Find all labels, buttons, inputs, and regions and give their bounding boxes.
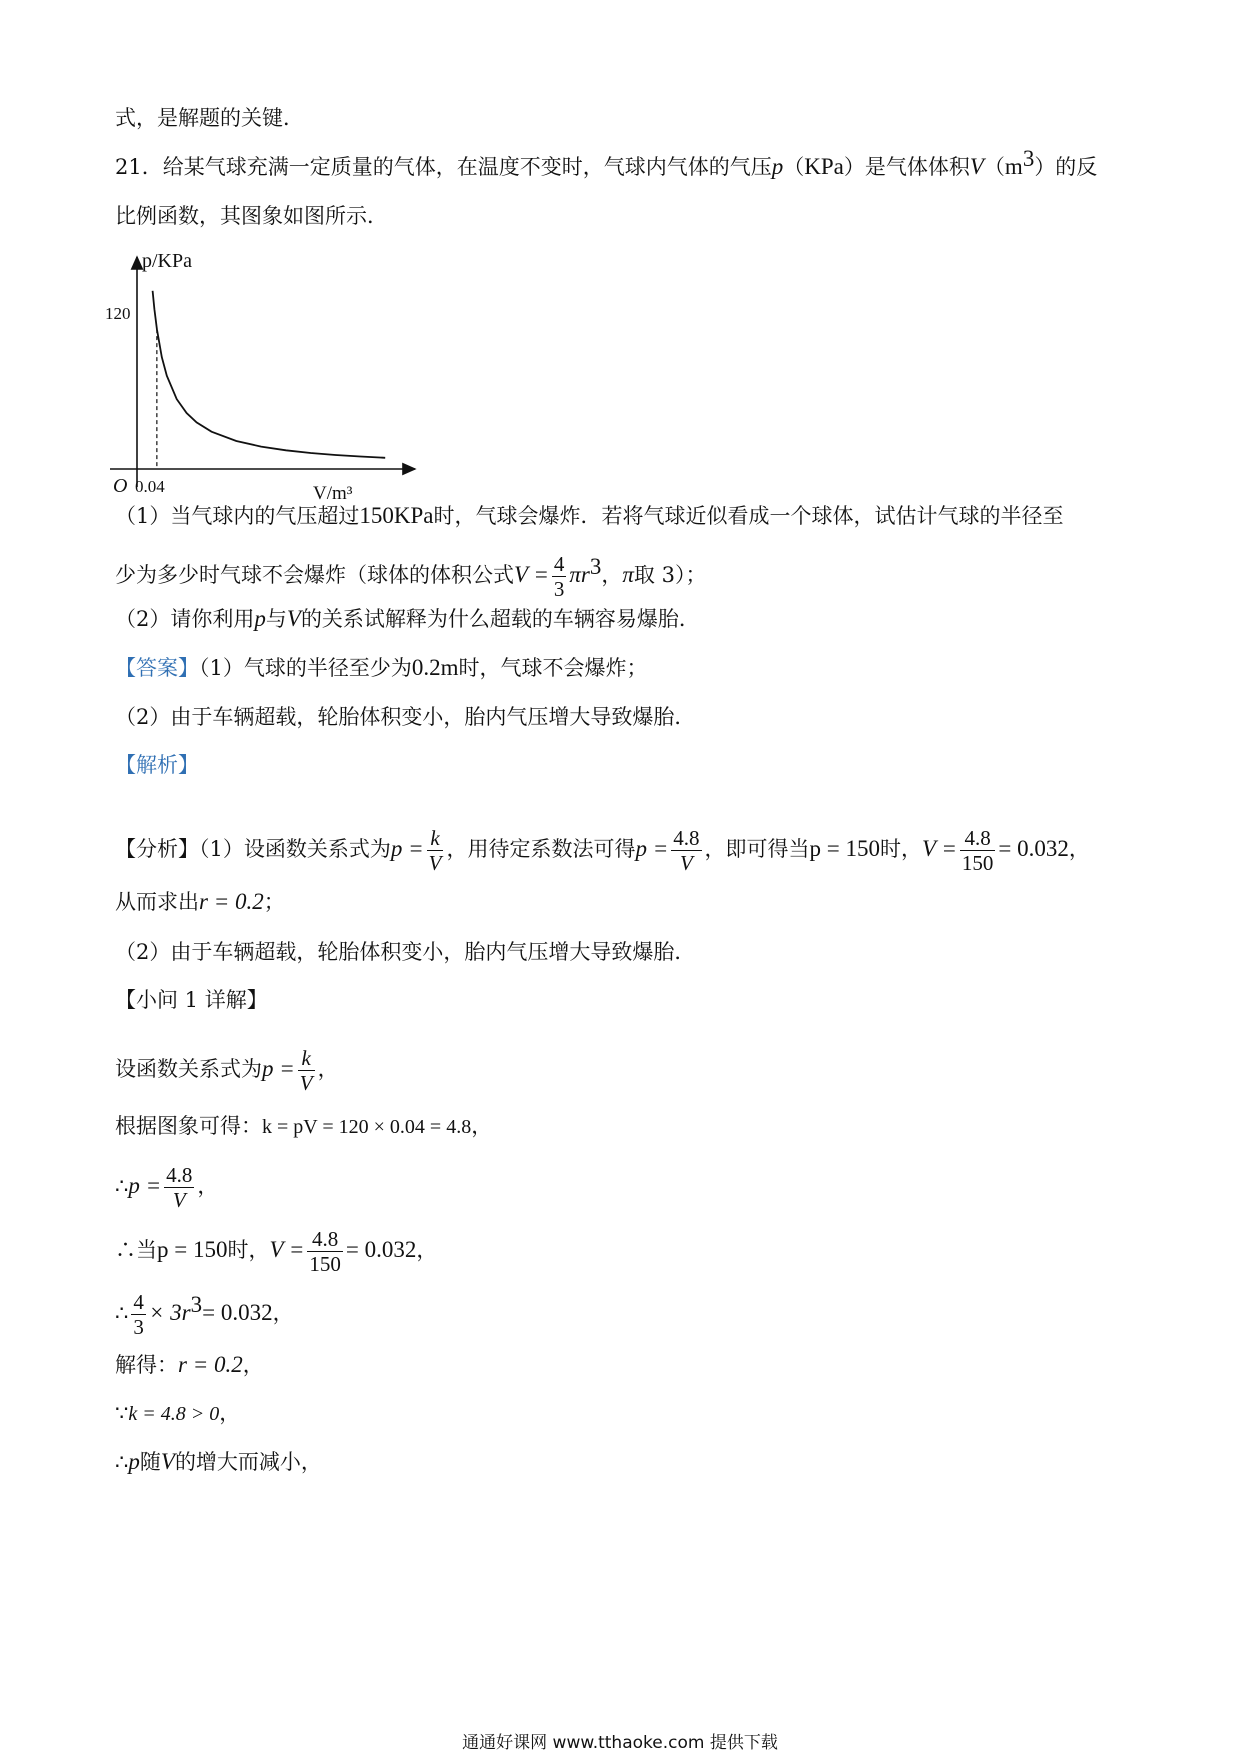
formula-k-positive: k = 4.8 > 0 <box>128 1403 220 1425</box>
analysis-tag-line <box>115 750 199 780</box>
volume-symbol: V <box>160 1449 175 1474</box>
semicolon: ； <box>263 890 285 914</box>
pressure-symbol: p <box>771 154 784 179</box>
formula-exponent: 3 <box>190 1292 203 1317</box>
step-text-2: 的增大而减小， <box>174 1450 322 1474</box>
fraction-4.8-over-v <box>671 826 701 875</box>
formula-result: = 0.032 <box>345 1237 417 1262</box>
comma: ， <box>1068 837 1090 861</box>
formula-k: k = pV = 120 × 0.04 = 4.8 <box>262 1116 472 1138</box>
formula-result: = 0.032 <box>998 836 1069 861</box>
fraction-4.8-over-v <box>164 1163 194 1212</box>
formula-rest: πr <box>569 562 590 587</box>
formula-p-150: p = 150 <box>809 836 880 861</box>
formula-exponent: 3 <box>589 554 602 579</box>
comma: ， <box>272 1301 294 1325</box>
comma: ， <box>317 1057 339 1081</box>
question-text-3: ）的反 <box>1034 155 1098 179</box>
part1-line-2 <box>115 552 706 601</box>
inverse-proportion-chart <box>105 250 420 505</box>
comma: ， <box>471 1114 493 1138</box>
because-symbol: ∵ <box>115 1401 129 1425</box>
intro-tail: 式，是解题的关键． <box>115 106 304 130</box>
formula-volume: × 3r <box>148 1300 191 1325</box>
unit-kpa: KPa <box>804 154 844 179</box>
part1-text-2: 时，气球会爆炸．若将气球近似看成一个球体，试估计气球的半径至 <box>433 504 1064 528</box>
answer-tag: 【答案】 <box>115 656 199 680</box>
part1-text: （1）当气球内的气压超过 <box>115 504 360 528</box>
part2-line <box>115 604 700 634</box>
fenxi-tag: 【分析】 <box>115 837 199 861</box>
answer-line-1 <box>115 653 648 683</box>
part1-text-3: 少为多少时气球不会爆炸（球体的体积公式 <box>115 563 514 587</box>
answer-text-3: （2）由于车辆超载，轮胎体积变小，胎内气压增大导致爆胎． <box>115 705 696 729</box>
detail-step-2 <box>115 1111 492 1142</box>
fraction-denominator: V <box>172 1188 186 1212</box>
part2-text-3: 的关系试解释为什么超载的车辆容易爆胎． <box>300 607 700 631</box>
paren-open-2: （ <box>983 155 1005 179</box>
intro-text <box>115 103 304 133</box>
comma: ， <box>601 563 623 587</box>
comma: ， <box>219 1401 241 1425</box>
fraction-numerator: 4.8 <box>166 1163 193 1187</box>
pressure-symbol: p <box>128 1449 140 1474</box>
detail-step-5 <box>115 1290 294 1339</box>
fraction-denominator: 3 <box>553 577 565 601</box>
formula-r: r = 0.2 <box>178 1352 243 1377</box>
y-tick-label: 120 <box>105 304 131 323</box>
formula-lhs: V = <box>514 562 549 587</box>
step-text: 设函数关系式为 <box>115 1057 262 1081</box>
volume-symbol-2: V <box>286 606 301 631</box>
step-text: 解得： <box>115 1353 178 1377</box>
fraction-numerator: 4 <box>553 552 565 576</box>
fenxi-text: （1）设函数关系式为 <box>199 837 391 861</box>
question-text-2: ）是气体体积 <box>843 155 970 179</box>
question-text: 21．给某气球充满一定质量的气体，在温度不变时，气球内气体的气压 <box>115 155 772 179</box>
formula-p-eq: p = <box>128 1173 162 1198</box>
answer-value: 0.2m <box>411 655 459 680</box>
part2-text-2: 与 <box>265 607 287 631</box>
detail-tag-line <box>115 985 268 1015</box>
formula-result: = 0.032 <box>202 1300 273 1325</box>
analysis-tag: 【解析】 <box>115 753 199 777</box>
fraction-k-over-v <box>427 826 444 875</box>
footer-watermark: 通通好课网 www.tthaoke.com 提供下载 <box>462 1733 778 1753</box>
detail-step-8 <box>115 1447 322 1477</box>
detail-step-1 <box>115 1046 339 1095</box>
fenxi-line-1 <box>115 826 1090 875</box>
step-text: 根据图象可得： <box>115 1114 262 1138</box>
detail-step-4 <box>115 1227 437 1276</box>
part1-text-4: 取 3）； <box>633 563 707 587</box>
formula-p-eq-2: p = <box>635 836 669 861</box>
pressure-volume-curve <box>153 291 386 458</box>
fraction-denominator: V <box>679 851 693 875</box>
part1-value: 150KPa <box>359 503 434 528</box>
formula-p-150: p = 150 <box>157 1237 228 1262</box>
fenxi-text-2: ，用待定系数法可得 <box>446 837 636 861</box>
fraction-denominator: 150 <box>961 851 994 875</box>
formula-p-eq: p = <box>390 836 424 861</box>
fraction-denominator: 150 <box>309 1252 341 1276</box>
therefore-symbol: ∴ <box>115 1174 129 1198</box>
fenxi-text-3: ，即可得当 <box>704 837 810 861</box>
fraction-4.8-over-150 <box>960 826 996 875</box>
y-axis-label: p/KPa <box>142 250 192 272</box>
answer-text: （1）气球的半径至少为 <box>199 656 412 680</box>
fraction-four-thirds <box>131 1290 146 1339</box>
volume-symbol: V <box>969 154 984 179</box>
x-tick-label: 0.04 <box>135 477 165 496</box>
fraction-four-thirds <box>552 552 567 601</box>
step-text-2: 时， <box>227 1238 270 1262</box>
fraction-numerator: 4 <box>133 1290 144 1314</box>
detail-step-3 <box>115 1163 218 1212</box>
formula-r: r = 0.2 <box>199 889 264 914</box>
formula-v-eq: V = <box>269 1237 305 1262</box>
therefore-symbol: ∴ <box>115 1450 129 1474</box>
fenxi-text-4: 时， <box>880 837 922 861</box>
fraction-denominator: 3 <box>133 1315 144 1339</box>
pressure-symbol-2: p <box>254 606 266 631</box>
comma: ， <box>197 1174 219 1198</box>
question-line-1 <box>115 146 1098 182</box>
fraction-numerator: 4.8 <box>673 826 700 850</box>
answer-text-2: 时，气球不会爆炸； <box>458 656 648 680</box>
fenxi-text-6: （2）由于车辆超载，轮胎体积变小，胎内气压增大导致爆胎． <box>115 940 696 964</box>
formula-v-eq: V = <box>922 836 957 861</box>
unit-m: m <box>1004 154 1023 179</box>
fraction-denominator: V <box>428 851 442 875</box>
part2-text: （2）请你利用 <box>115 607 255 631</box>
fraction-numerator: k <box>298 1046 315 1071</box>
fenxi-line-3 <box>115 937 695 967</box>
fraction-numerator: 4.8 <box>960 826 996 851</box>
origin-label: O <box>113 475 128 497</box>
x-axis-label: V/m³ <box>313 483 353 504</box>
fenxi-line-2 <box>115 887 285 917</box>
comma: ， <box>242 1353 264 1377</box>
detail-step-7 <box>115 1398 240 1429</box>
question-line-2 <box>115 201 388 231</box>
question-text-4: 比例函数，其图象如图所示． <box>115 204 388 228</box>
paren-open: （ <box>783 155 805 179</box>
step-text: 随 <box>139 1450 161 1474</box>
fraction-k-over-v <box>298 1046 315 1095</box>
part1-line-1 <box>115 501 1064 531</box>
detail-step-6 <box>115 1350 264 1380</box>
fraction-4.8-over-150 <box>307 1227 343 1276</box>
therefore-symbol: ∴ <box>115 1301 129 1325</box>
formula-p-eq: p = <box>262 1056 295 1081</box>
fraction-numerator: 4.8 <box>307 1227 343 1252</box>
fraction-numerator: k <box>427 826 444 851</box>
fraction-denominator: V <box>299 1071 313 1095</box>
detail-tag: 【小问 1 详解】 <box>115 988 268 1012</box>
comma: ， <box>416 1238 438 1262</box>
unit-exponent: 3 <box>1022 146 1035 171</box>
pi-symbol: π <box>622 562 634 587</box>
answer-line-2 <box>115 702 695 732</box>
fenxi-text-5: 从而求出 <box>115 890 199 914</box>
step-text: ∴当 <box>115 1238 157 1262</box>
